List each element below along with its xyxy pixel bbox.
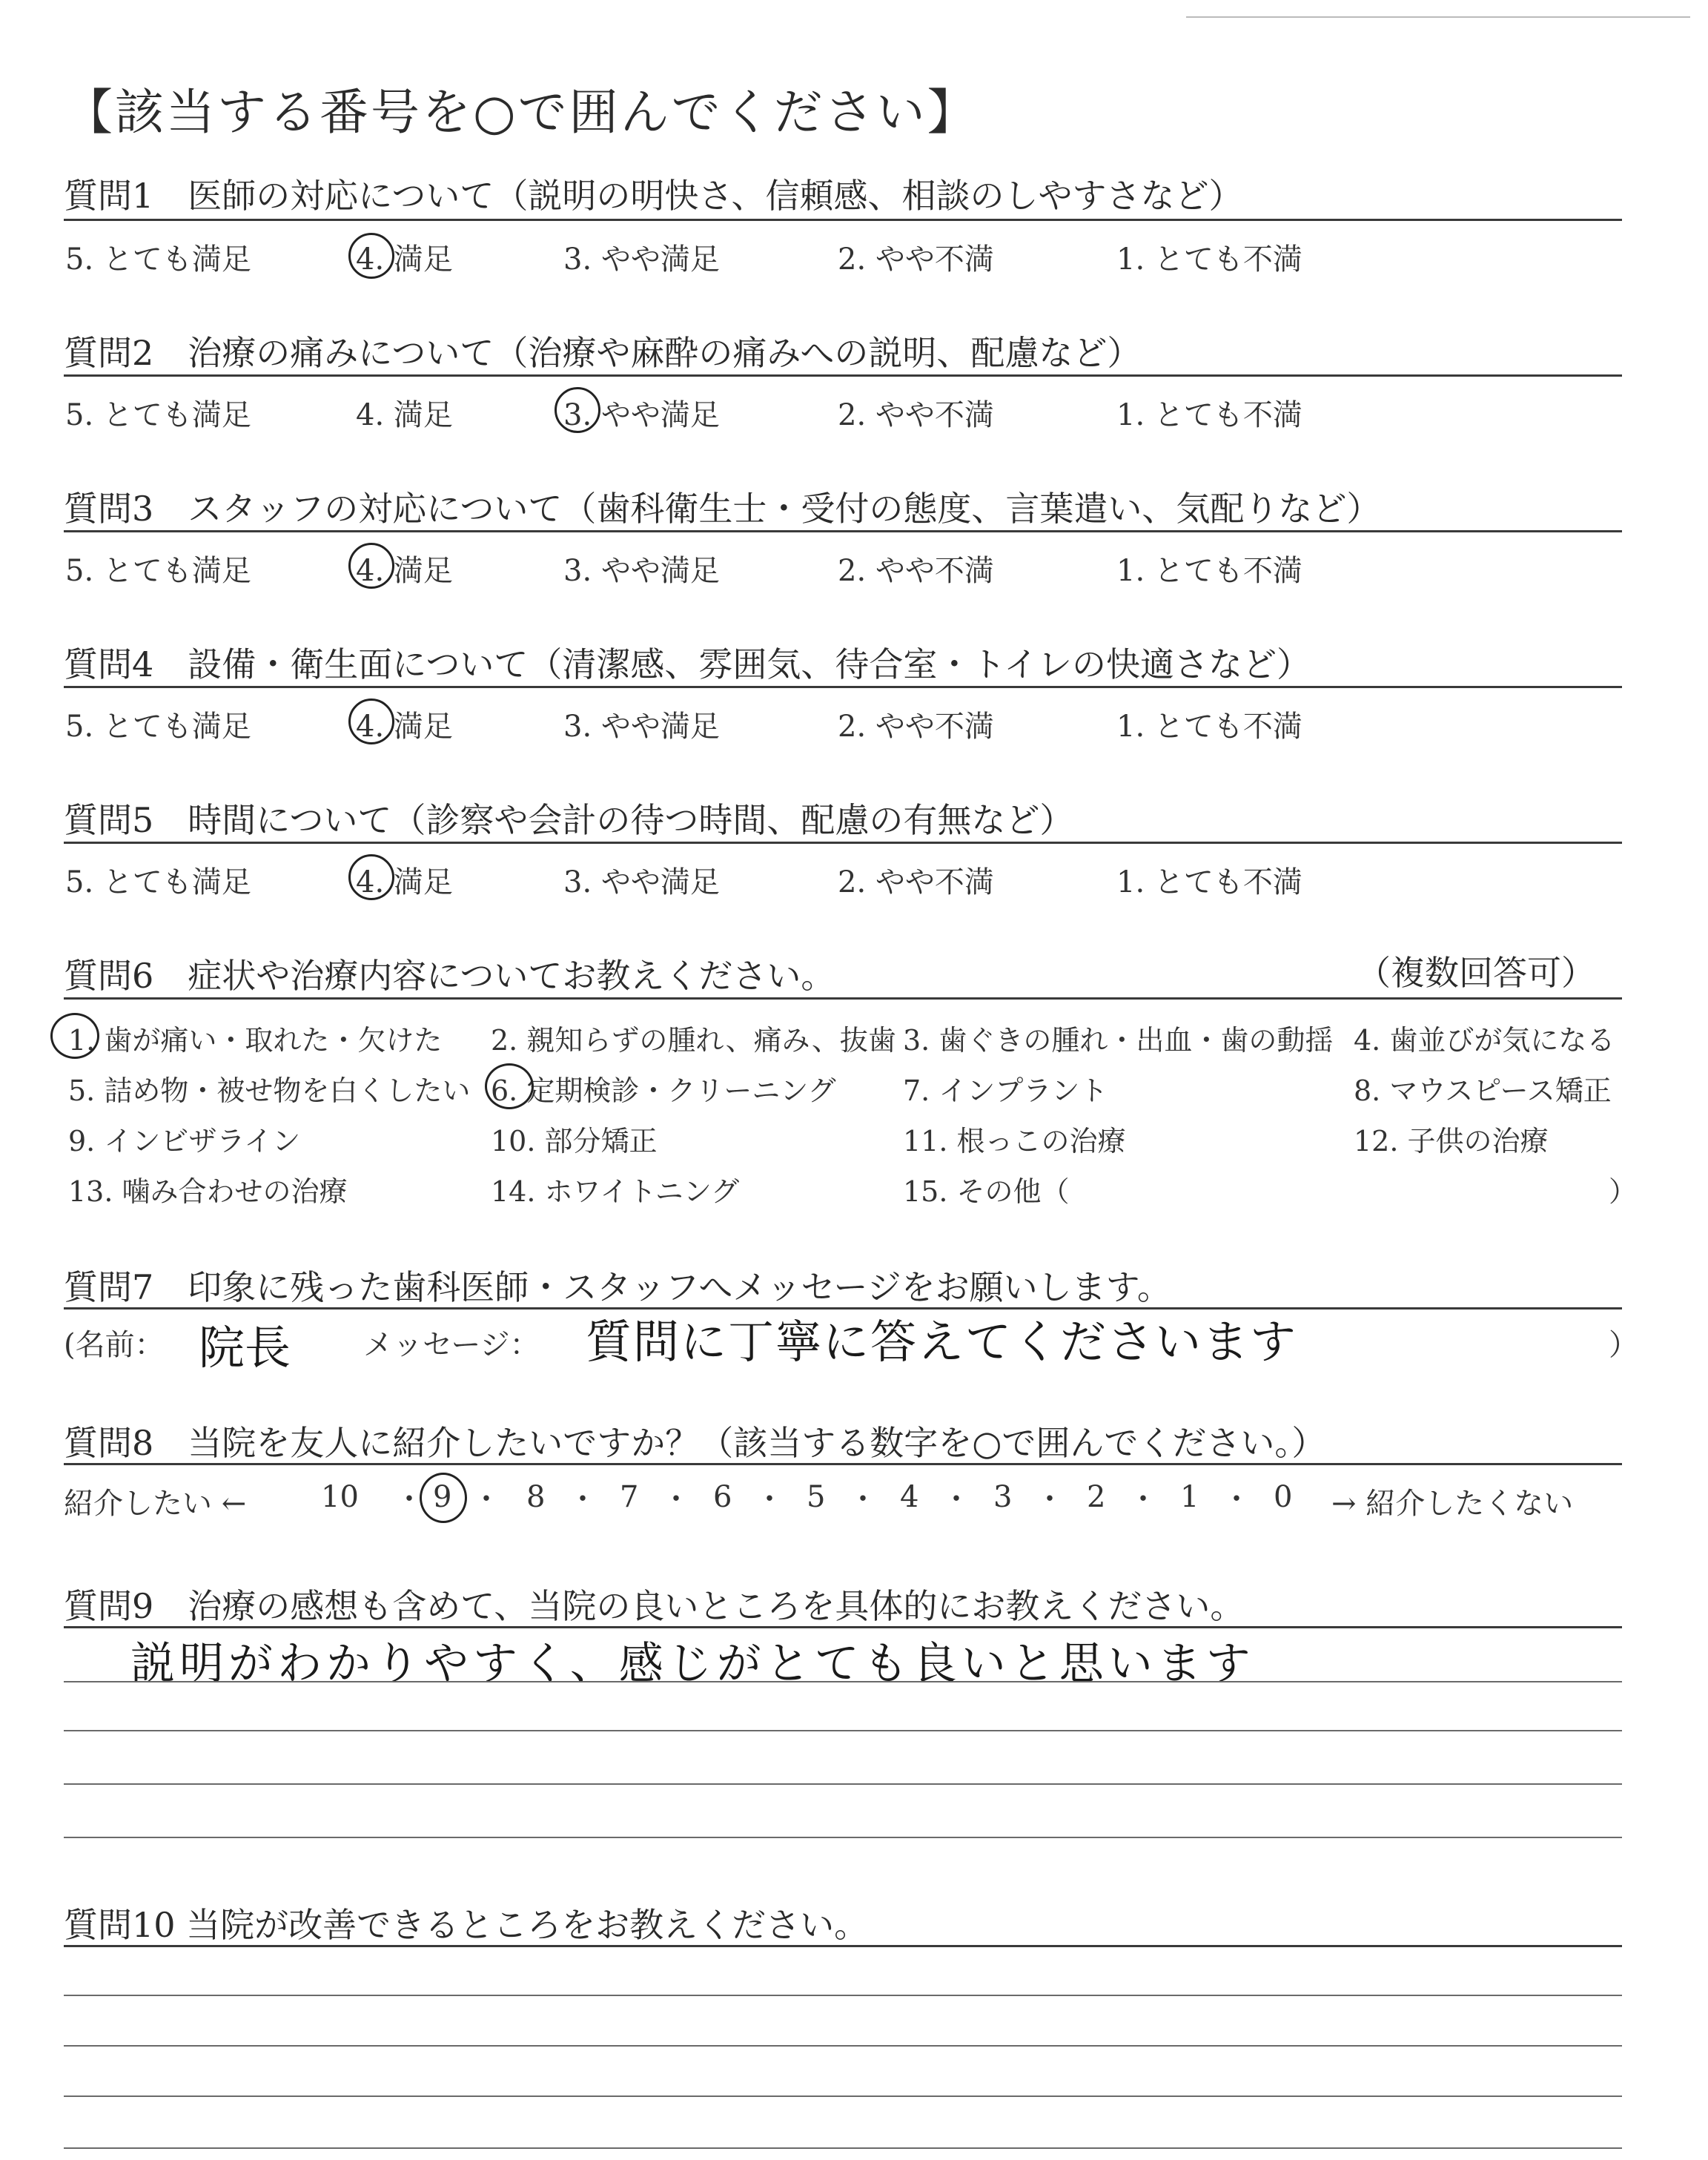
q8-dot: ・ <box>941 1482 971 1516</box>
q6-option-5[interactable]: 5. 詰め物・被せ物を白くしたい <box>68 1074 471 1107</box>
q2-rule <box>64 374 1622 377</box>
q8-title: 質問8 当院を友人に紹介したいですか？（該当する数字を○で囲んでください。） <box>64 1423 1326 1463</box>
top-edge-line <box>1186 16 1690 18</box>
q4-option-5[interactable]: 5. とても満足 <box>65 710 251 744</box>
q10-rule <box>64 1945 1622 1947</box>
q6-rule <box>64 997 1622 1000</box>
q4-option-3[interactable]: 3. やや満足 <box>563 710 720 744</box>
q10-answer-line <box>64 2095 1622 2097</box>
q10-answer-line <box>64 2045 1622 2047</box>
q8-left-label: 紹介したい ← <box>64 1487 247 1521</box>
q6-option-2[interactable]: 2. 親知らずの腫れ、痛み、抜歯 <box>491 1024 896 1057</box>
q1-selection-circle <box>348 233 394 279</box>
q8-score-4[interactable]: 4 <box>900 1480 919 1514</box>
q1-option-3[interactable]: 3. やや満足 <box>563 242 720 277</box>
q6-option-14[interactable]: 14. ホワイトニング <box>491 1175 740 1208</box>
q1-option-5[interactable]: 5. とても満足 <box>65 242 251 277</box>
q1-title: 質問1 医師の対応について（説明の明快さ、信頼感、相談のしやすさなど） <box>64 176 1243 216</box>
q6-option-6[interactable]: 6. 定期検診・クリーニング <box>491 1074 836 1107</box>
q7-title: 質問7 印象に残った歯科医師・スタッフへメッセージをお願いします。 <box>64 1267 1171 1307</box>
q6-option-11[interactable]: 11. 根っこの治療 <box>903 1125 1126 1157</box>
q5-option-5[interactable]: 5. とても満足 <box>65 865 251 899</box>
q6-note: （複数回答可） <box>1357 953 1595 993</box>
q1-option-1[interactable]: 1. とても不満 <box>1116 242 1302 277</box>
q8-score-2[interactable]: 2 <box>1087 1480 1106 1514</box>
q8-score-3[interactable]: 3 <box>993 1480 1013 1514</box>
q10-answer-line <box>64 2147 1622 2149</box>
q8-score-1[interactable]: 1 <box>1180 1480 1199 1514</box>
q8-dot: ・ <box>1222 1482 1251 1516</box>
q6-option-15[interactable]: 15. その他（ <box>903 1175 1070 1208</box>
q7-name-value[interactable]: 院長 <box>199 1321 291 1375</box>
q9-answer[interactable]: 説明がわかりやすく、感じがとても良いと思います <box>130 1638 1255 1690</box>
q2-option-4[interactable]: 4. 満足 <box>356 398 453 432</box>
q10-answer-line <box>64 1995 1622 1996</box>
q10-title: 質問10 当院が改善できるところをお教えください。 <box>64 1905 869 1945</box>
q6-option-7[interactable]: 7. インプラント <box>903 1074 1108 1107</box>
q8-right-label: → 紹介したくない <box>1331 1487 1574 1521</box>
q3-title: 質問3 スタッフの対応について（歯科衛生士・受付の態度、言葉遣い、気配りなど） <box>64 489 1381 529</box>
q6-option-13[interactable]: 13. 噛み合わせの治療 <box>68 1175 348 1208</box>
q2-option-1[interactable]: 1. とても不満 <box>1116 398 1302 432</box>
q6-selection-circle-6 <box>485 1063 534 1109</box>
q7-message-label: メッセージ： <box>363 1328 540 1362</box>
q8-rule <box>64 1463 1622 1465</box>
q6-option-9[interactable]: 9. インビザライン <box>68 1125 301 1157</box>
q9-answer-line <box>64 1681 1622 1682</box>
q5-option-4[interactable]: 4. 満足 <box>356 865 453 899</box>
q7-name-label: (名前： <box>64 1328 165 1362</box>
q8-score-9[interactable]: 9 <box>433 1480 452 1514</box>
q1-rule <box>64 219 1622 221</box>
q4-option-1[interactable]: 1. とても不満 <box>1116 710 1302 744</box>
q8-dot: ・ <box>471 1482 501 1516</box>
q2-option-3[interactable]: 3. やや満足 <box>563 398 720 432</box>
q6-option-4[interactable]: 4. 歯並びが気になる <box>1354 1024 1615 1057</box>
q2-title: 質問2 治療の痛みについて（治療や麻酔の痛みへの説明、配慮など） <box>64 333 1142 373</box>
q6-option-8[interactable]: 8. マウスピース矯正 <box>1354 1074 1612 1107</box>
q8-dot: ・ <box>1035 1482 1065 1516</box>
q2-selection-circle <box>555 387 600 433</box>
q9-answer-line <box>64 1730 1622 1731</box>
q5-option-2[interactable]: 2. やや不満 <box>838 865 994 899</box>
q8-dot: ・ <box>1128 1482 1158 1516</box>
q8-dot: ・ <box>755 1482 784 1516</box>
q6-other-close: ） <box>1609 1175 1638 1208</box>
q3-option-5[interactable]: 5. とても満足 <box>65 554 251 588</box>
q3-option-1[interactable]: 1. とても不満 <box>1116 554 1302 588</box>
q4-option-2[interactable]: 2. やや不満 <box>838 710 994 744</box>
q8-score-6[interactable]: 6 <box>713 1480 732 1514</box>
q9-answer-line <box>64 1783 1622 1785</box>
q9-answer-line <box>64 1837 1622 1838</box>
q3-option-3[interactable]: 3. やや満足 <box>563 554 720 588</box>
q5-title: 質問5 時間について（診察や会計の待つ時間、配慮の有無など） <box>64 800 1074 840</box>
instruction-header: 【該当する番号を○で囲んでください】 <box>64 84 979 141</box>
q8-score-0[interactable]: 0 <box>1274 1480 1293 1514</box>
q7-message-value[interactable]: 質問に丁寧に答えてくださいます <box>586 1315 1298 1369</box>
q8-score-7[interactable]: 7 <box>620 1480 639 1514</box>
q2-option-5[interactable]: 5. とても満足 <box>65 398 251 432</box>
q1-option-4[interactable]: 4. 満足 <box>356 242 453 277</box>
q8-dot: ・ <box>394 1482 424 1516</box>
q6-title: 質問6 症状や治療内容についてお教えください。 <box>64 956 835 996</box>
q3-option-4[interactable]: 4. 満足 <box>356 554 453 588</box>
q6-option-12[interactable]: 12. 子供の治療 <box>1354 1125 1549 1157</box>
q6-option-1[interactable]: 1. 歯が痛い・取れた・欠けた <box>68 1024 443 1057</box>
q8-score-8[interactable]: 8 <box>526 1480 546 1514</box>
q5-rule <box>64 842 1622 844</box>
q8-score-10[interactable]: 10 <box>321 1480 359 1514</box>
q9-title: 質問9 治療の感想も含めて、当院の良いところを具体的にお教えください。 <box>64 1586 1245 1626</box>
q8-selection-circle <box>420 1473 467 1523</box>
q6-selection-circle-1 <box>50 1013 99 1059</box>
q6-option-10[interactable]: 10. 部分矯正 <box>491 1125 658 1157</box>
q6-option-3[interactable]: 3. 歯ぐきの腫れ・出血・歯の動揺 <box>903 1024 1334 1057</box>
q8-dot: ・ <box>661 1482 691 1516</box>
q8-dot: ・ <box>848 1482 878 1516</box>
q4-title: 質問4 設備・衛生面について（清潔感、雰囲気、待合室・トイレの快適さなど） <box>64 644 1311 684</box>
q4-selection-circle <box>348 698 394 744</box>
q3-option-2[interactable]: 2. やや不満 <box>838 554 994 588</box>
q5-option-1[interactable]: 1. とても不満 <box>1116 865 1302 899</box>
q5-option-3[interactable]: 3. やや満足 <box>563 865 720 899</box>
q4-option-4[interactable]: 4. 満足 <box>356 710 453 744</box>
q7-close-paren: ） <box>1609 1328 1638 1362</box>
q3-rule <box>64 530 1622 532</box>
q2-option-2[interactable]: 2. やや不満 <box>838 398 994 432</box>
q1-option-2[interactable]: 2. やや不満 <box>838 242 994 277</box>
q8-dot: ・ <box>568 1482 598 1516</box>
q3-selection-circle <box>348 543 394 589</box>
q4-rule <box>64 686 1622 688</box>
q8-score-5[interactable]: 5 <box>807 1480 826 1514</box>
q5-selection-circle <box>348 854 394 900</box>
